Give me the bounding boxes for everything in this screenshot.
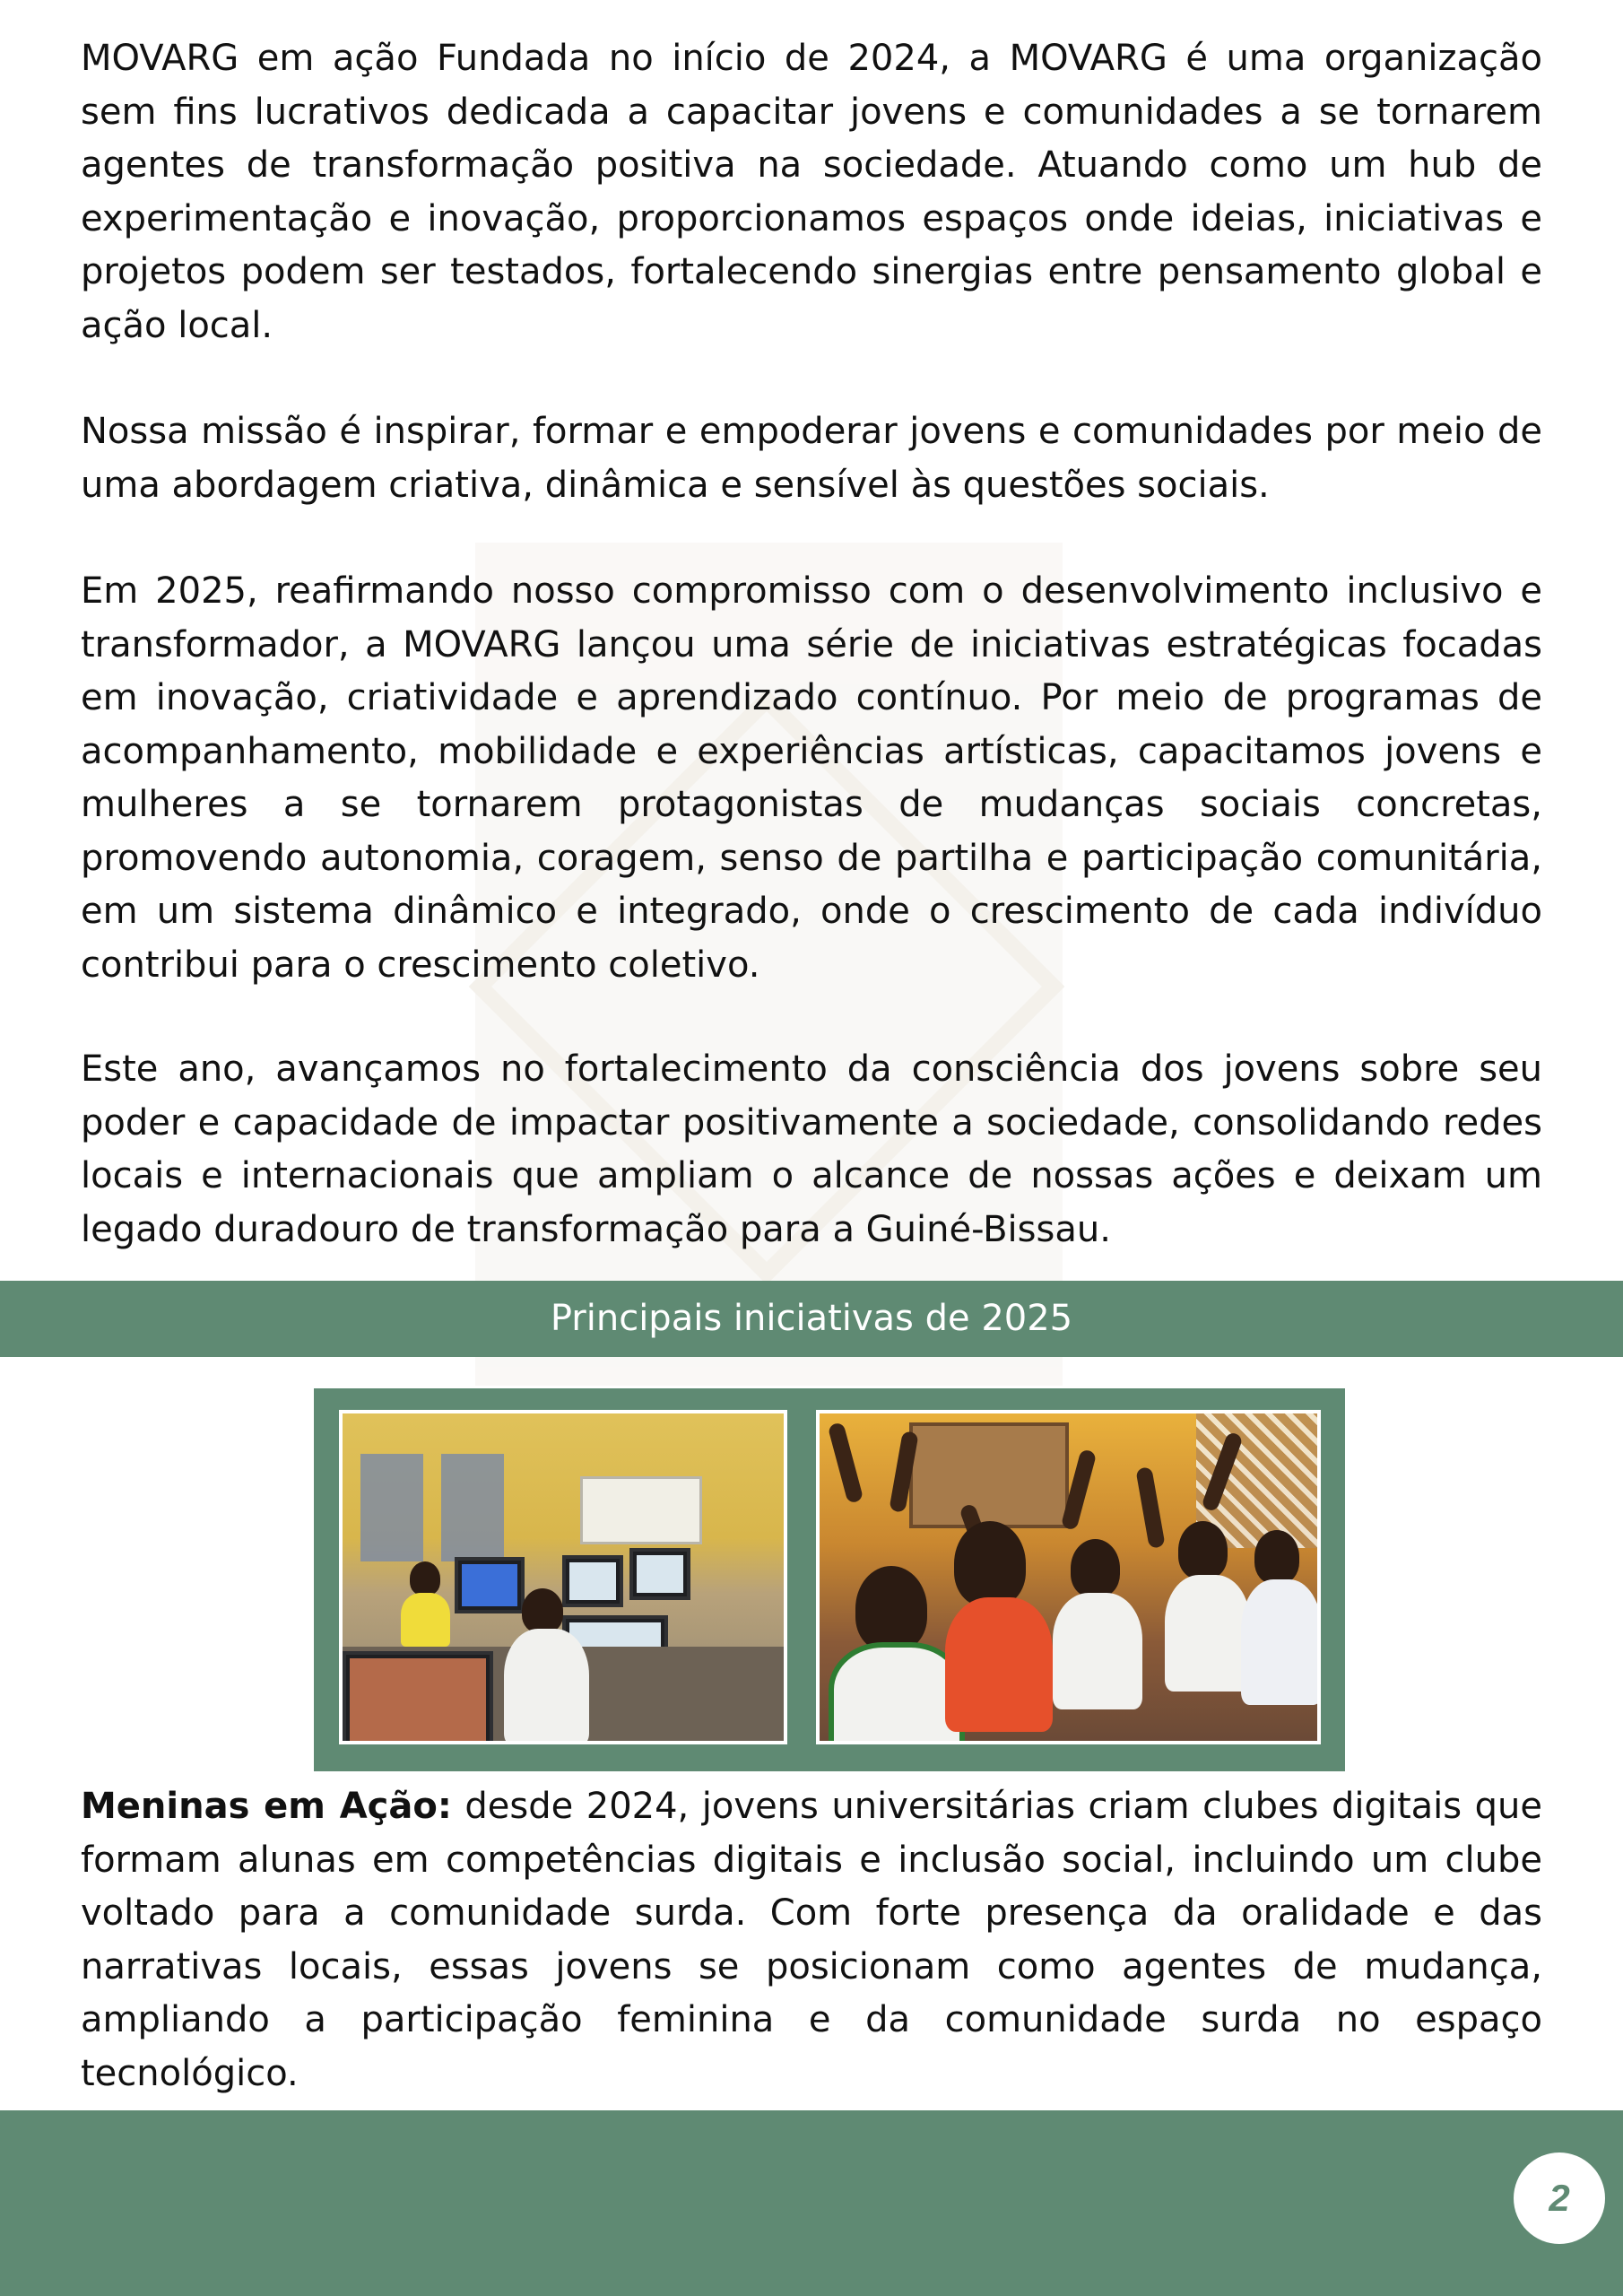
whiteboard	[580, 1476, 702, 1544]
raised-arm	[828, 1422, 864, 1504]
student-head	[954, 1521, 1026, 1606]
student-shirt	[504, 1629, 589, 1744]
section-banner: Principais iniciativas de 2025	[0, 1281, 1623, 1357]
student-head	[855, 1566, 927, 1651]
curtain-right	[441, 1454, 504, 1561]
photo-students-raising-hands	[816, 1410, 1321, 1744]
initiatives-2025-paragraph: Em 2025, reafirmando nosso compromisso com o desenvolvimento inclusivo e transformador, a MOVARG lançou uma série de iniciativas estratégicas focadas em inovação, criatividade e aprendizado contínuo. Por meio de programas de acompanhamento, mobilidade e experiências artísticas, capacitamos jovens e mulheres a se tornarem protagonistas de mudanças sociais concretas, promovendo autonomia, coragem, senso de partilha e participação comunitária, em um sistema dinâmico e integrado, onde o crescimento de cada indivíduo contribui para o crescimento coletivo.	[81, 570, 1542, 986]
monitor	[455, 1557, 525, 1613]
mission-paragraph: Nossa missão é inspirar, formar e empoderar jovens e comunidades por meio de uma abordagem criativa, dinâmica e sensível às questões sociais.	[81, 411, 1542, 506]
initiative-title: Meninas em Ação:	[81, 1786, 452, 1827]
photo-frame	[314, 1388, 1345, 1771]
student-shirt	[1165, 1575, 1250, 1692]
raised-arm	[1135, 1466, 1165, 1549]
student-shirt	[401, 1593, 450, 1647]
student-head	[410, 1561, 440, 1596]
student-shirt	[945, 1597, 1053, 1732]
monitor	[629, 1548, 690, 1600]
curtain-left	[360, 1454, 423, 1561]
initiative-text: desde 2024, jovens universitárias criam clubes digitais que formam alunas em competências digitais e inclusão social, incluindo um clube voltado para a comunidade surda. Com forte presença da oralidade e das narrativas locais, essas jovens se posicionam como agentes de mudança, ampliando a participação feminina e da comunidade surda no espaço tecnológico.	[81, 1786, 1542, 2094]
student-shirt	[1241, 1579, 1321, 1705]
intro-paragraph: MOVARG em ação Fundada no início de 2024, a MOVARG é uma organização sem fins lucrativos dedicada a capacitar jovens e comunidades a se tornarem agentes de transformação positiva na sociedade. Atuando como um hub de experimentação e inovação, proporcionamos espaços onde ideias, iniciativas e projetos podem ser testados, fortalecendo sinergias entre pensamento global e ação local.	[81, 38, 1542, 346]
student-shirt	[1053, 1593, 1142, 1709]
student-head	[522, 1588, 563, 1633]
monitor-foreground	[343, 1651, 493, 1744]
impact-paragraph: Este ano, avançamos no fortalecimento da consciência dos jovens sobre seu poder e capacidade de impactar positivamente a sociedade, consolidando redes locais e internacionais que ampliam o alcance de nossas ações e deixam um legado duradouro de transformação para a Guiné-Bissau.	[81, 1048, 1542, 1250]
student-head	[1178, 1521, 1228, 1579]
page-footer	[0, 2110, 1623, 2296]
student-head	[1254, 1530, 1299, 1584]
initiative-description	[81, 1780, 1542, 2100]
photo-computer-lab	[339, 1410, 787, 1744]
student-head	[1071, 1539, 1120, 1597]
monitor	[562, 1555, 623, 1607]
page-number: 2	[1514, 2152, 1605, 2244]
bulletin-board	[909, 1422, 1069, 1528]
